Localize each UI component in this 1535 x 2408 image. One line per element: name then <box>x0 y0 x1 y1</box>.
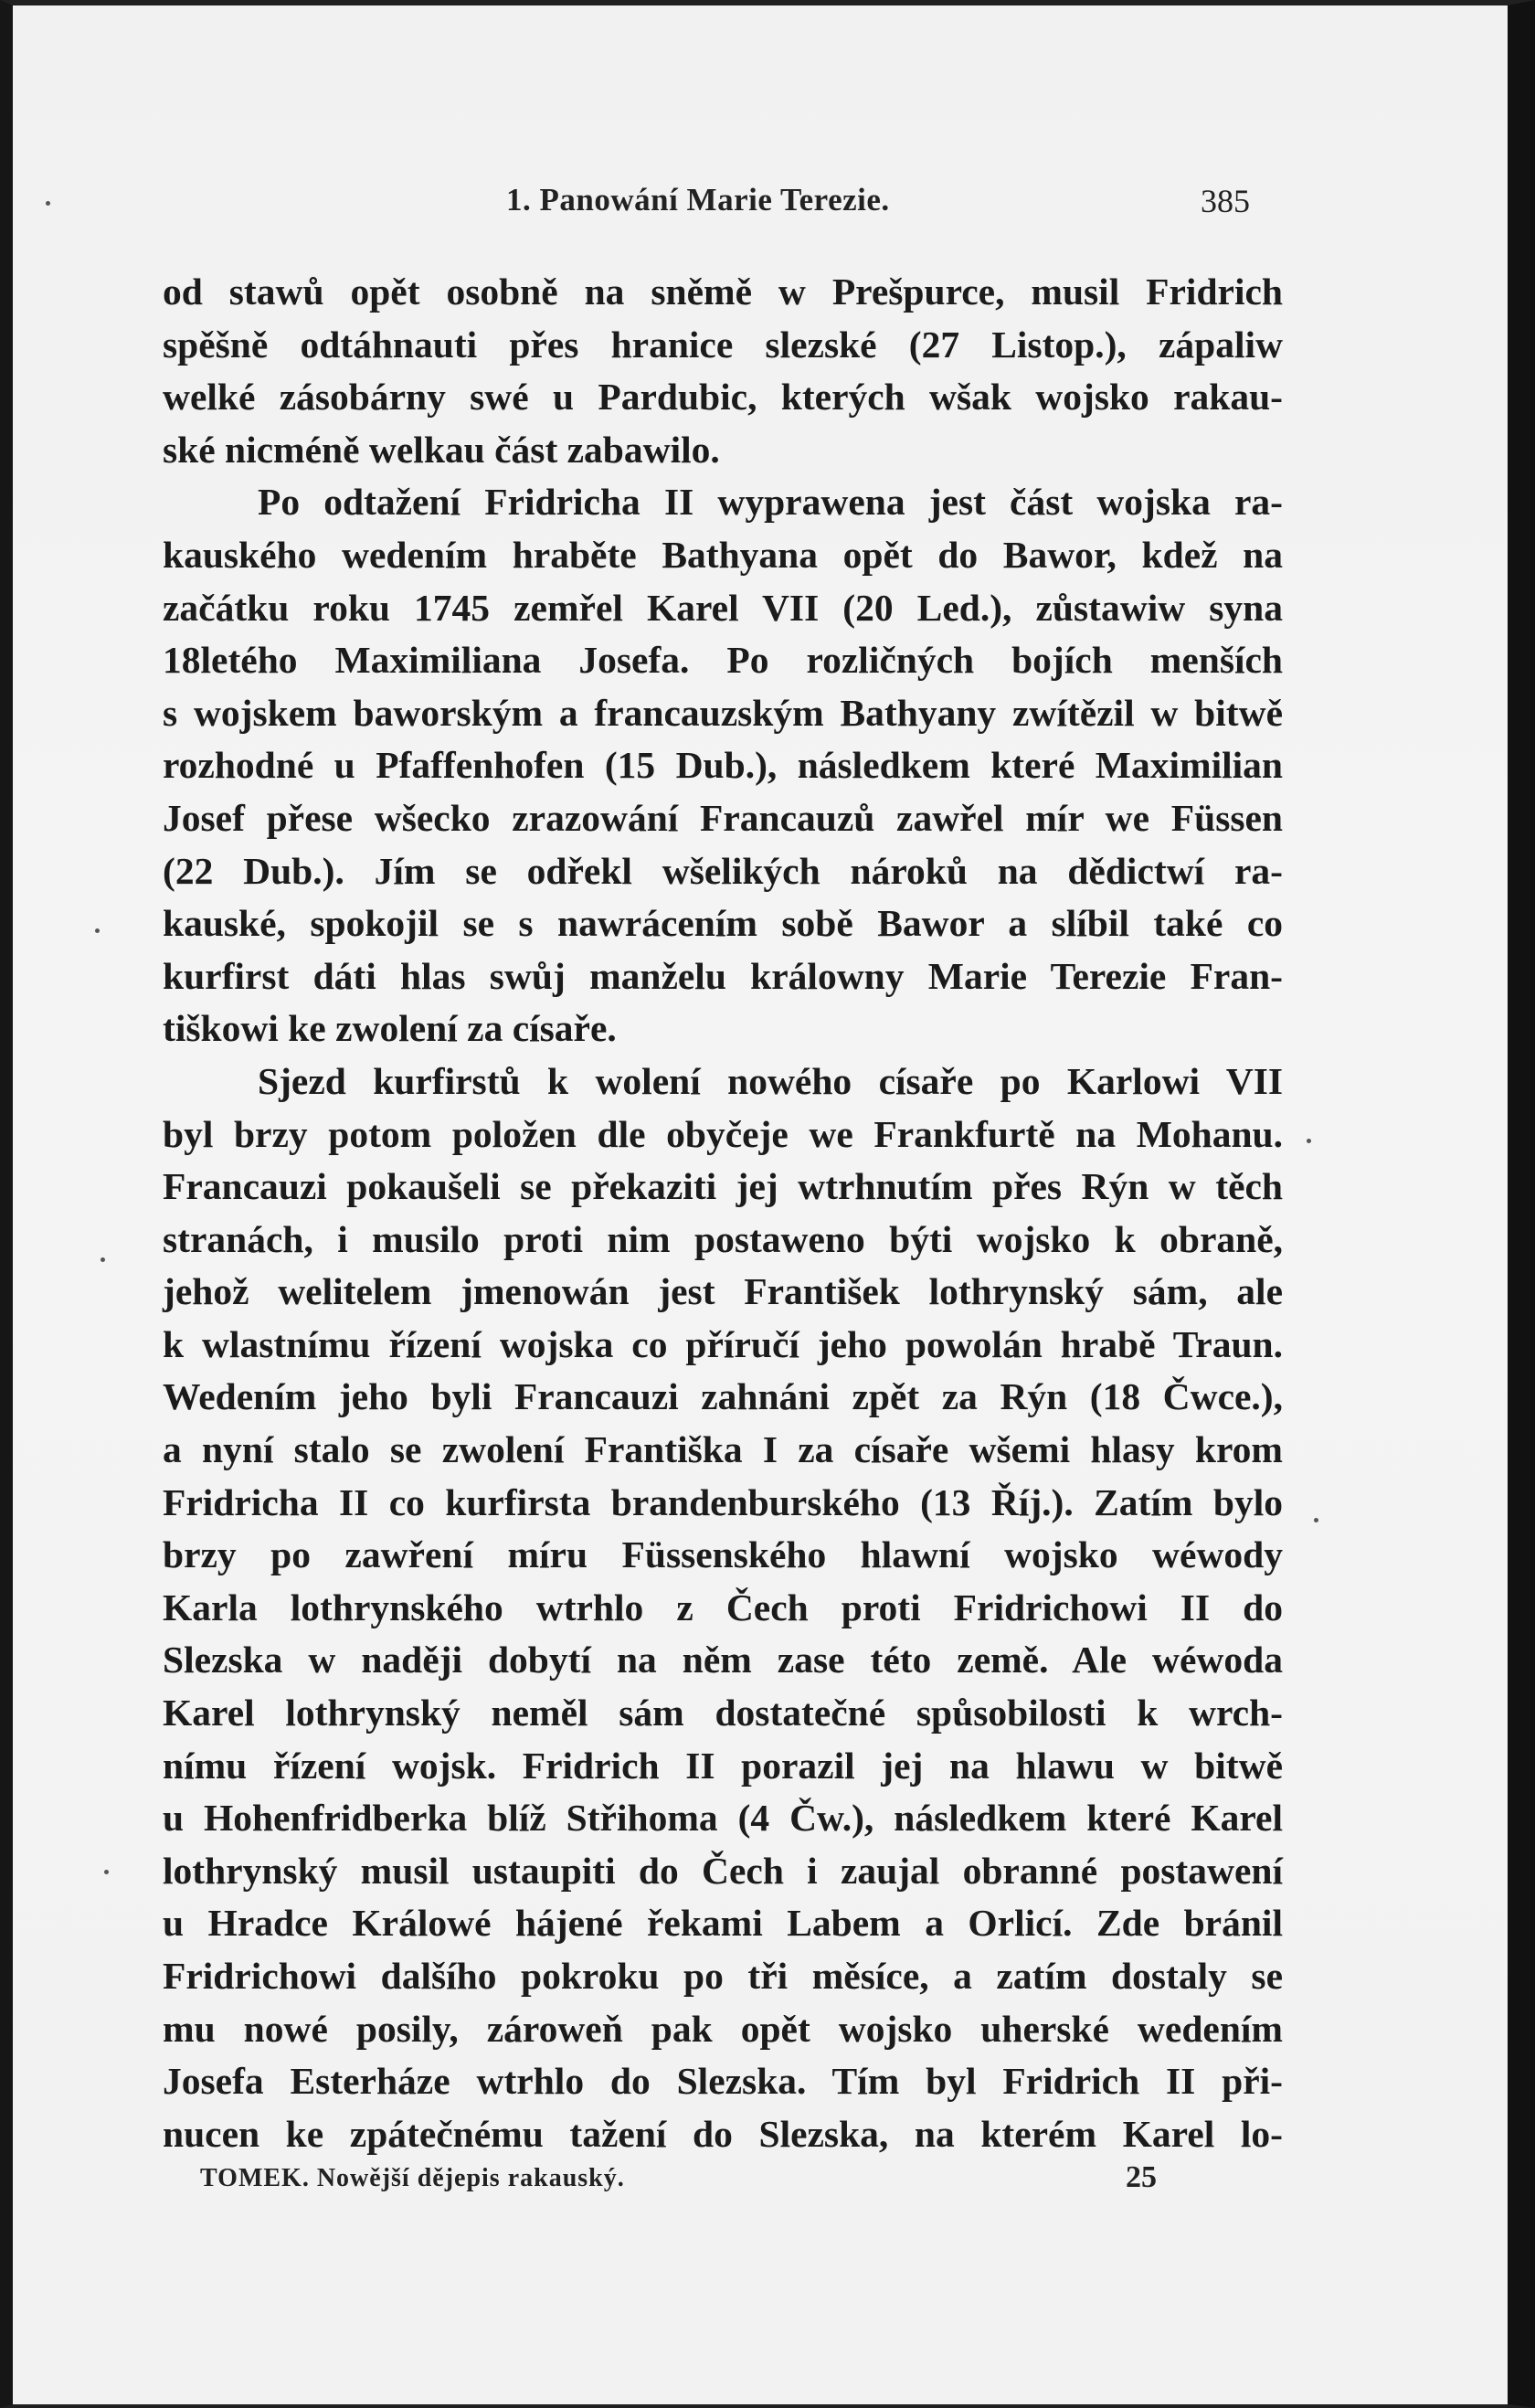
text-line: Po odtažení Fridricha II wyprawena jest část wojska ra- <box>258 481 1283 524</box>
footer-book-title: TOMEK. Nowější dějepis rakauský. <box>200 2164 625 2192</box>
text-line: a nyní stalo se zwolení Františka I za císaře wšemi hlasy krom <box>163 1428 1283 1471</box>
running-header <box>13 182 1508 228</box>
signature-mark: 25 <box>1126 2160 1157 2194</box>
text-line: začátku roku 1745 zemřel Karel VII (20 Led.), zůstawiw syna <box>163 586 1283 629</box>
book-page <box>13 5 1508 2404</box>
text-line: nímu řízení wojsk. Fridrich II porazil jej na hlawu w bitwě <box>163 1744 1283 1787</box>
text-line: jehož welitelem jmenowán jest František lothrynský sám, ale <box>163 1270 1283 1313</box>
text-line: Karla lothrynského wtrhlo z Čech proti Fridrichowi II do <box>163 1586 1283 1628</box>
text-line: welké zásobárny swé u Pardubic, kterých wšak wojsko rakau- <box>163 376 1283 419</box>
text-line: brzy po zawření míru Füssenského hlawní wojsko wéwody <box>163 1533 1283 1576</box>
scan-speck <box>1307 1139 1311 1143</box>
text-line: Fridricha II co kurfirsta brandenburského (13 Říj.). Zatím bylo <box>163 1480 1283 1523</box>
text-line: mu nowé posily, zároweň pak opět wojsko uherské wedením <box>163 2007 1283 2050</box>
text-line: tiškowi ke zwolení za císaře. <box>163 1007 617 1050</box>
text-line: 18letého Maximiliana Josefa. Po rozličných bojích menších <box>163 639 1283 682</box>
text-line: Wedením jeho byli Francauzi zahnáni zpět za Rýn (18 Čwce.), <box>163 1375 1283 1418</box>
text-line: kauského wedením hraběte Bathyana opět do Bawor, kdež na <box>163 533 1283 576</box>
text-line: byl brzy potom položen dle obyčeje we Frankfurtě na Mohanu. <box>163 1112 1283 1155</box>
text-line: Francauzi pokaušeli se překaziti jej wtrhnutím přes Rýn w těch <box>163 1165 1283 1208</box>
text-line: ské nicméně welkau část zabawilo. <box>163 428 720 471</box>
page-footer <box>13 2160 1508 2201</box>
text-line: od stawů opět osobně na sněmě w Prešpurce, musil Fridrich <box>163 271 1283 313</box>
text-line: kauské, spokojil se s nawrácením sobě Bawor a slíbil také co <box>163 902 1283 945</box>
text-line: s wojskem baworským a francauzským Bathyany zwítězil w bitwě <box>163 691 1283 734</box>
text-line: lothrynský musil ustaupiti do Čech i zaujal obranné postawení <box>163 1849 1283 1892</box>
text-line: k wlastnímu řízení wojska co příručí jeho powolán hrabě Traun. <box>163 1322 1283 1365</box>
text-line: Josef přese wšecko zrazowání Francauzů zawřel mír we Füssen <box>163 796 1283 839</box>
text-line: stranách, i musilo proti nim postaweno býti wojsko k obraně, <box>163 1217 1283 1260</box>
text-line: nucen ke zpátečnému tažení do Slezska, na kterém Karel lo- <box>163 2112 1283 2155</box>
text-line: u Hradce Králowé hájené řekami Labem a Orlicí. Zde bránil <box>163 1902 1283 1945</box>
text-line: Fridrichowi dalšího pokroku po tři měsíce, a zatím dostaly se <box>163 1955 1283 1997</box>
text-line: rozhodné u Pfaffenhofen (15 Dub.), následkem které Maximilian <box>163 744 1283 787</box>
text-line: Karel lothrynský neměl sám dostatečné spůsobilosti k wrch- <box>163 1692 1283 1734</box>
text-line: Josefa Esterháze wtrhlo do Slezska. Tím byl Fridrich II při- <box>163 2060 1283 2103</box>
text-line: u Hohenfridberka blíž Střihoma (4 Čw.), následkem které Karel <box>163 1797 1283 1840</box>
text-line: spěšně odtáhnauti přes hranice slezské (27 Listop.), zápaliw <box>163 323 1283 366</box>
scan-speck <box>95 928 100 933</box>
text-line: kurfirst dáti hlas swůj manželu králowny Marie Terezie Fran- <box>163 954 1283 997</box>
scan-speck <box>46 201 50 206</box>
text-line: Sjezd kurfirstů k wolení nowého císaře po Karlowi VII <box>258 1059 1283 1102</box>
scan-speck <box>101 1257 105 1262</box>
text-line: Slezska w naději dobytí na něm zase této země. Ale wéwoda <box>163 1639 1283 1681</box>
scan-speck <box>1314 1518 1318 1522</box>
running-title: 1. Panowání Marie Terezie. <box>506 182 890 217</box>
body-text <box>163 266 1283 2160</box>
page-number: 385 <box>1201 183 1250 219</box>
scan-speck <box>104 1870 109 1874</box>
text-line: (22 Dub.). Jím se odřekl wšelikých nároků na dědictwí ra- <box>163 849 1283 892</box>
